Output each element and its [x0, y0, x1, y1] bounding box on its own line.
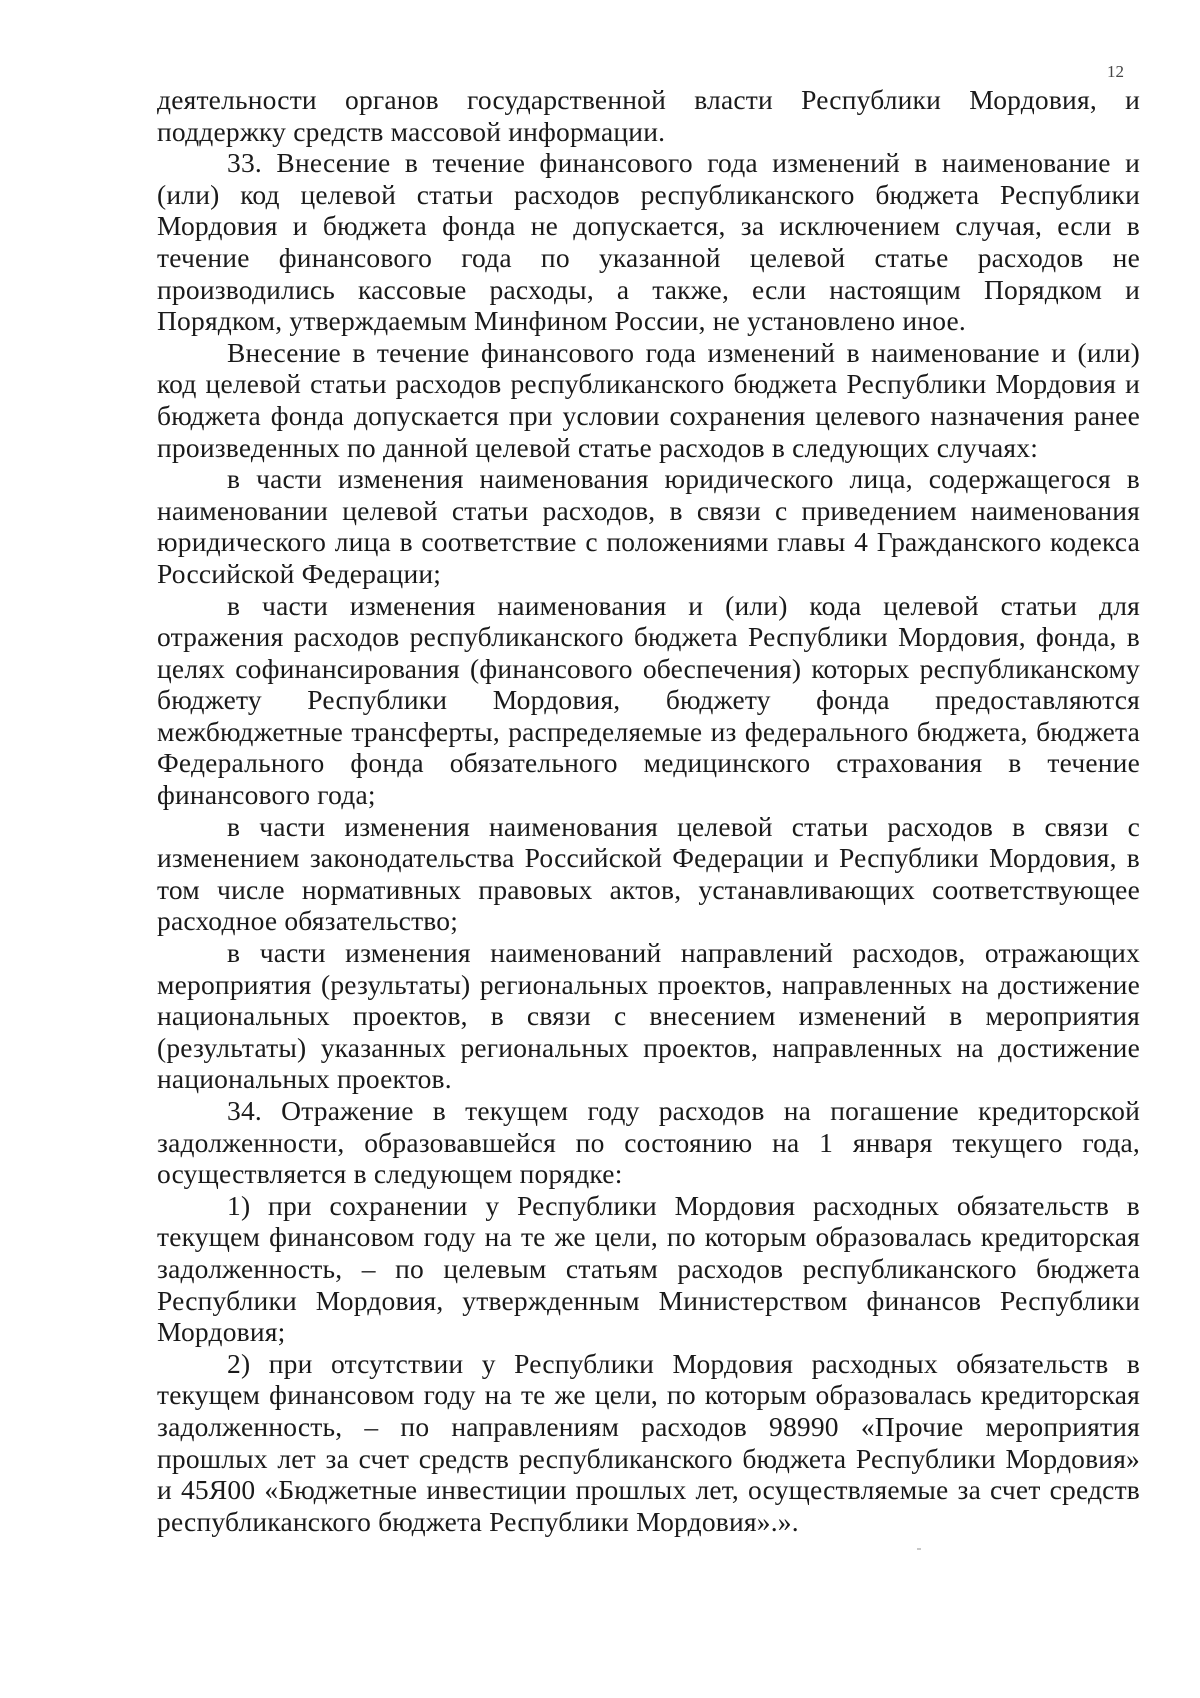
paragraph-case-cofinancing: в части изменения наименования и (или) кода целевой статьи для отражения расходов республиканского бюджета Республики Мордовия, фонда, в целях софинансирования (финансового обеспечения) которых республиканскому бюджету Республики Мордовия, бюджету фонда предоставляются межбюджетные трансферты, распределяемые из федерального бюджета, бюджета Федерального фонда обязательного медицинского страхования в течение финансового года;	[157, 589, 1140, 811]
paragraph-clause-33: 33. Внесение в течение финансового года изменений в наименование и (или) код целевой статьи расходов республиканского бюджета Республики Мордовия и бюджета фонда не допускается, за исключением случая, если в течение финансового года по указанной целевой статье расходов не производились кассовые расходы, а также, если настоящим Порядком и Порядком, утверждаемым Минфином России, не установлено иное.	[157, 147, 1140, 337]
page-number: 12	[1107, 62, 1124, 81]
document-body	[157, 84, 1140, 1537]
paragraph-clause-33-changes: Внесение в течение финансового года изменений в наименование и (или) код целевой статьи расходов республиканского бюджета Республики Мордовия и бюджета фонда допускается при условии сохранения целевого назначения ранее произведенных по данной целевой статье расходов в следующих случаях:	[157, 336, 1140, 463]
paragraph-clause-34: 34. Отражение в текущем году расходов на погашение кредиторской задолженности, образовавшейся по состоянию на 1 января текущего года, осуществляется в следующем порядке:	[157, 1095, 1140, 1190]
paragraph-case-legislation: в части изменения наименования целевой статьи расходов в связи с изменением законодательства Российской Федерации и Республики Мордовия, в том числе нормативных правовых актов, устанавливающих соответствующее расходное обязательство;	[157, 810, 1140, 937]
paragraph-item-2: 2) при отсутствии у Республики Мордовия расходных обязательств в текущем финансовом году на те же цели, по которым образовалась кредиторская задолженность, – по направлениям расходов 98990 «Прочие мероприятия прошлых лет за счет средств республиканского бюджета Республики Мордовия» и 45Я00 «Бюджетные инвестиции прошлых лет, осуществляемые за счет средств республиканского бюджета Республики Мордовия».».	[157, 1347, 1140, 1537]
paragraph-case-regional-projects: в части изменения наименований направлений расходов, отражающих мероприятия (результаты) региональных проектов, направленных на достижение национальных проектов, в связи с внесением изменений в мероприятия (результаты) указанных региональных проектов, направленных на достижение национальных проектов.	[157, 937, 1140, 1095]
paragraph-case-legal-entity: в части изменения наименования юридического лица, содержащегося в наименовании целевой статьи расходов, в связи с приведением наименования юридического лица в соответствие с положениями главы 4 Гражданского кодекса Российской Федерации;	[157, 463, 1140, 589]
paragraph-item-1: 1) при сохранении у Республики Мордовия расходных обязательств в текущем финансовом году на те же цели, по которым образовалась кредиторская задолженность, – по целевым статьям расходов республиканского бюджета Республики Мордовия, утвержденным Министерством финансов Республики Мордовия;	[157, 1189, 1140, 1348]
paragraph-continuation: деятельности органов государственной власти Республики Мордовия, и поддержку средств массовой информации.	[157, 84, 1140, 147]
scan-artifact	[917, 1548, 921, 1550]
